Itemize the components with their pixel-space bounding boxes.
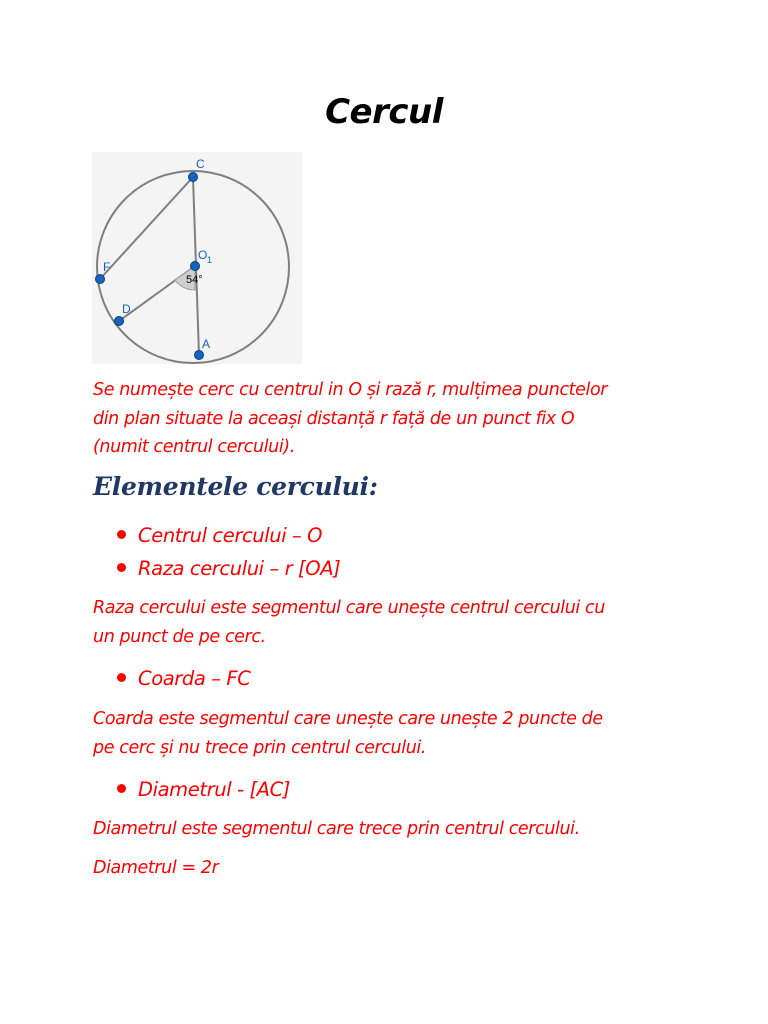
bullet-dot-icon: [117, 530, 126, 539]
bullet-center-text: Centrul cercului – O: [138, 524, 323, 547]
bullet-diameter: [117, 775, 290, 805]
point-f: [96, 275, 105, 284]
label-o-subscript: 1: [207, 255, 213, 265]
label-f: F: [103, 260, 111, 274]
bullet-radius-text: Raza cercului – r [OA]: [138, 557, 341, 580]
chord-line: Coarda este segmentul care unește care unește 2 puncte de: [93, 709, 603, 729]
label-d: D: [122, 302, 131, 316]
point-c: [189, 173, 198, 182]
label-o: O: [198, 248, 208, 262]
definition-line: (numit centrul cercului).: [93, 437, 295, 457]
label-c: C: [196, 157, 205, 171]
definition-line: Se numește cerc cu centrul in O și rază r, mulțimea punctelor: [93, 380, 608, 400]
bullet-chord: [117, 664, 250, 694]
bullet-dot-icon: [117, 784, 126, 793]
radius-paragraph: [93, 594, 605, 651]
radius-line: Raza cercului este segmentul care unește centrul cercului cu: [93, 598, 605, 618]
bullet-dot-icon: [117, 563, 126, 572]
diameter-formula: Diametrul = 2r: [93, 858, 219, 878]
definition-paragraph: [93, 376, 607, 462]
point-a: [195, 351, 204, 360]
section-heading: Elementele cercului:: [93, 472, 378, 501]
chord-paragraph: [93, 705, 603, 762]
bullet-chord-text: Coarda – FC: [138, 667, 251, 690]
chord-line: pe cerc și nu trece prin centrul cercului.: [93, 737, 427, 758]
bullet-dot-icon: [117, 673, 126, 682]
diameter-paragraph: Diametrul este segmentul care trece prin centrul cercului.: [93, 819, 580, 839]
radius-line: un punct de pe cerc.: [93, 626, 266, 647]
bullet-center: [117, 521, 322, 551]
angle-label: 54°: [186, 274, 203, 286]
bullet-diameter-text: Diametrul - [AC]: [138, 778, 291, 801]
page-title: Cercul: [325, 92, 443, 132]
definition-line: din plan situate la aceași distanță r față de un punct fix O: [93, 408, 575, 429]
label-a: A: [202, 337, 211, 351]
bullet-radius: [117, 554, 340, 584]
point-o: [191, 262, 200, 271]
circle-figure: [92, 152, 302, 364]
point-d: [115, 317, 124, 326]
